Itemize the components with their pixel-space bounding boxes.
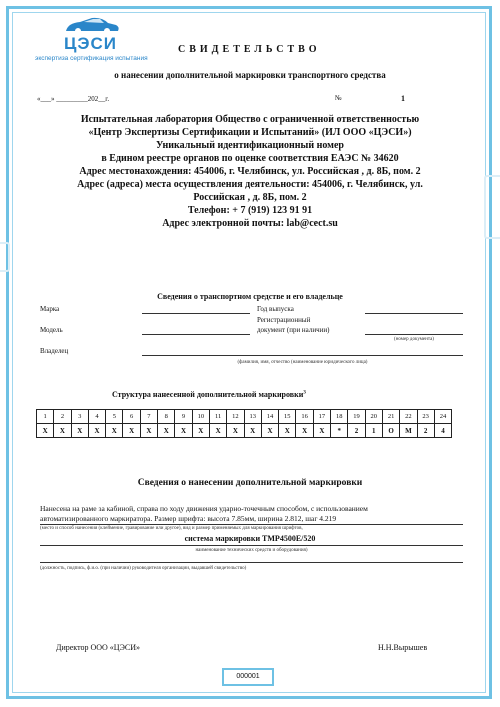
marking-value-cell: X bbox=[106, 424, 123, 438]
marking-position-cell: 18 bbox=[331, 410, 348, 424]
number-value: 1 bbox=[401, 94, 405, 103]
marking-position-cell: 10 bbox=[192, 410, 209, 424]
marking-position-cell: 20 bbox=[365, 410, 382, 424]
marking-value-cell: X bbox=[123, 424, 140, 438]
marking-position-cell: 2 bbox=[54, 410, 71, 424]
marking-position-cell: 4 bbox=[88, 410, 105, 424]
watermark-decoration-right bbox=[484, 175, 500, 239]
brand-label: Марка bbox=[40, 305, 60, 313]
serial-number: 000001 bbox=[222, 668, 274, 686]
marking-positions-row bbox=[37, 410, 452, 424]
marking-position-cell: 22 bbox=[400, 410, 417, 424]
logo-tagline: экспертиза сертификация испытания bbox=[35, 55, 148, 62]
lab-line-9: Адрес электронной почты: lab@cect.su bbox=[162, 218, 338, 229]
marking-position-cell: 24 bbox=[434, 410, 451, 424]
marking-value-cell: X bbox=[313, 424, 330, 438]
marking-value-cell: 2 bbox=[348, 424, 365, 438]
signature-line bbox=[40, 562, 463, 563]
marking-value-cell: * bbox=[331, 424, 348, 438]
marking-position-cell: 23 bbox=[417, 410, 434, 424]
marking-value-cell: X bbox=[140, 424, 157, 438]
owner-hint: (фамилия, имя, отчество (наименование юридического лица) bbox=[237, 360, 368, 365]
marking-position-cell: 15 bbox=[279, 410, 296, 424]
marking-position-cell: 6 bbox=[123, 410, 140, 424]
marking-value-cell: X bbox=[88, 424, 105, 438]
lab-line-1: Испытательная лаборатория Общество с ограниченной ответственностью bbox=[80, 114, 420, 125]
lab-line-3: Уникальный идентификационный номер bbox=[156, 140, 344, 151]
marking-value-cell: M bbox=[400, 424, 417, 438]
document-title: СВИДЕТЕЛЬСТВО bbox=[178, 44, 321, 55]
lab-line-6: Адрес (адреса) места осуществления деятельности: 454006, г. Челябинск, ул. bbox=[77, 179, 423, 190]
marking-value-cell: X bbox=[158, 424, 175, 438]
application-hint-2: наименование технических средств и оборудования) bbox=[195, 548, 308, 553]
marking-position-cell: 12 bbox=[227, 410, 244, 424]
watermark-decoration-left bbox=[0, 242, 10, 272]
application-line-underline bbox=[40, 524, 463, 525]
marking-value-cell: X bbox=[37, 424, 54, 438]
marking-value-cell: X bbox=[209, 424, 226, 438]
marking-value-cell: 2 bbox=[417, 424, 434, 438]
owner-line bbox=[142, 355, 463, 356]
logo-brand: ЦЭСИ bbox=[64, 34, 118, 53]
marking-position-cell: 16 bbox=[296, 410, 313, 424]
director-name: Н.Н.Вырышев bbox=[378, 643, 428, 652]
car-logo-icon bbox=[62, 15, 122, 35]
lab-line-7: Российская , д. 8Б, пом. 2 bbox=[193, 192, 307, 203]
doc-number-hint: (номер документа) bbox=[394, 337, 434, 342]
application-hint-1: (место и способ нанесения (клеймение, гравирование или другое), вид и размер применяемых для маркирования шрифтов, bbox=[40, 526, 303, 531]
vehicle-section-title: Сведения о транспортном средстве и его владельце bbox=[157, 292, 343, 301]
marking-title bbox=[112, 390, 306, 399]
marking-value-cell: X bbox=[71, 424, 88, 438]
application-line-2: автоматизированного маркиратора. Размер шрифта: высота 7.85мм, ширина 2.812, шаг 4.219 bbox=[40, 514, 337, 523]
year-label: Год выпуска bbox=[257, 305, 294, 313]
owner-label: Владелец bbox=[40, 347, 69, 355]
marking-title-footnote: 3 bbox=[303, 390, 306, 396]
model-line bbox=[142, 334, 250, 335]
marking-value-cell: 1 bbox=[365, 424, 382, 438]
marking-position-cell: 21 bbox=[382, 410, 399, 424]
marking-position-cell: 5 bbox=[106, 410, 123, 424]
application-section-title: Сведения о нанесении дополнительной маркировки bbox=[137, 478, 363, 488]
reg-doc-line bbox=[365, 334, 463, 335]
lab-line-4: в Едином реестре органов по оценке соответствия ЕАЭС № 34620 bbox=[101, 153, 399, 164]
marking-value-cell: O bbox=[382, 424, 399, 438]
lab-line-2: «Центр Экспертизы Сертификации и Испытаний» (ИЛ ООО «ЦЭСИ») bbox=[88, 127, 412, 138]
marking-value-cell: 4 bbox=[434, 424, 451, 438]
marking-position-cell: 7 bbox=[140, 410, 157, 424]
marking-value-cell: X bbox=[54, 424, 71, 438]
marking-position-cell: 17 bbox=[313, 410, 330, 424]
marking-position-cell: 3 bbox=[71, 410, 88, 424]
reg-label-2: документ (при наличии) bbox=[257, 326, 330, 334]
brand-line bbox=[142, 313, 250, 314]
marking-value-cell: X bbox=[192, 424, 209, 438]
marking-value-cell: X bbox=[175, 424, 192, 438]
document-subtitle: о нанесении дополнительной маркировки транспортного средства bbox=[114, 70, 386, 80]
marking-table bbox=[36, 409, 452, 438]
reg-label-1: Регистрационный bbox=[257, 316, 311, 324]
number-label: № bbox=[335, 94, 342, 102]
marking-value-cell: X bbox=[279, 424, 296, 438]
lab-line-5: Адрес местонахождения: 454006, г. Челябинск, ул. Российская , д. 8Б, пом. 2 bbox=[79, 166, 421, 177]
director-position: Директор ООО «ЦЭСИ» bbox=[56, 643, 140, 652]
marking-title-text: Структура нанесенной дополнительной маркировки bbox=[112, 390, 304, 399]
marking-value-cell: X bbox=[296, 424, 313, 438]
marking-position-cell: 14 bbox=[261, 410, 278, 424]
marking-value-cell: X bbox=[244, 424, 261, 438]
marking-value-cell: X bbox=[261, 424, 278, 438]
marking-value-cell: X bbox=[227, 424, 244, 438]
marking-position-cell: 8 bbox=[158, 410, 175, 424]
marking-system: система маркировки TMP4500E/520 bbox=[184, 534, 316, 543]
lab-line-8: Телефон: + 7 (919) 123 91 91 bbox=[187, 205, 313, 216]
marking-position-cell: 1 bbox=[37, 410, 54, 424]
marking-position-cell: 9 bbox=[175, 410, 192, 424]
application-hint-3: (должность, подпись, ф.и.о. (при наличии) руководителя организации, выдавшей свидетельство) bbox=[40, 566, 247, 571]
system-underline bbox=[40, 545, 463, 546]
date-field: «___» _________202__г. bbox=[37, 95, 110, 103]
marking-position-cell: 13 bbox=[244, 410, 261, 424]
marking-values-row bbox=[37, 424, 452, 438]
lab-info bbox=[40, 113, 460, 230]
year-line bbox=[365, 313, 463, 314]
model-label: Модель bbox=[40, 326, 63, 334]
application-description bbox=[40, 504, 470, 524]
marking-position-cell: 11 bbox=[209, 410, 226, 424]
application-line-1: Нанесена на раме за кабиной, справа по ходу движения ударно-точечным способом, с использованием bbox=[40, 504, 368, 513]
marking-position-cell: 19 bbox=[348, 410, 365, 424]
